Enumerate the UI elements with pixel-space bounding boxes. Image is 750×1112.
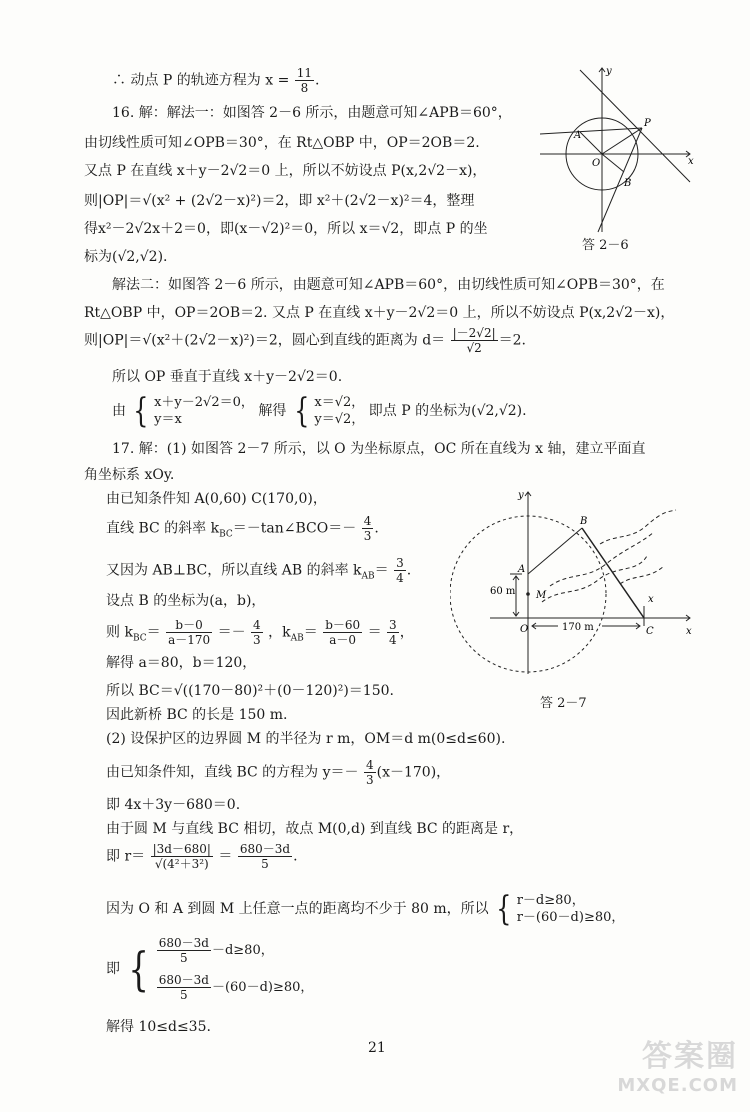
label-p: P — [644, 118, 651, 129]
problem-17-line-8: 解得 a＝80，b＝120， — [106, 655, 257, 671]
fraction: $\frac{680-3d}{5}$ — [239, 842, 291, 871]
fraction: $\frac{|3d-680|}{\text{√(4²＋3²)}}$ — [152, 842, 211, 871]
river-curve-3 — [600, 510, 676, 544]
problem-17-line-9: 所以 BC＝√((170－80)²＋(0－120)²)＝150. — [106, 683, 394, 699]
tangent-pb — [598, 128, 642, 232]
watermark — [617, 1031, 738, 1096]
problem-16-method-2-line-2: Rt△OBP 中，OP＝2OB＝2. 又点 P 在直线 x＋y－2√2＝0 上，所以不妨设点 P(x,2√2－x)， — [84, 305, 675, 321]
label-b: B — [580, 516, 588, 527]
segment-ab — [528, 528, 582, 574]
label-c: C — [646, 626, 654, 637]
river-curve-2 — [550, 532, 654, 586]
problem-17-line-14: 由于圆 M 与直线 BC 相切，故点 M(0,d) 到直线 BC 的距离是 r， — [106, 821, 524, 837]
label-170m: 170 m — [562, 622, 594, 633]
problem-16-method-2-line-4: 所以 OP 垂直于直线 x＋y－2√2＝0. — [112, 369, 343, 385]
figure-2-6 — [540, 62, 700, 234]
problem-16-line-6: 标为(√2,√2). — [84, 249, 168, 265]
fraction: $\frac{|-2√2|}{√2}$ — [452, 326, 496, 355]
fraction: $\frac{b-0}{a-170}$ — [168, 618, 211, 647]
label-x-c: x — [648, 594, 654, 605]
fraction: $\frac{4}{3}$ — [365, 758, 374, 787]
label-m: M — [536, 590, 547, 601]
label-60m: 60 m — [490, 586, 516, 597]
problem-17-line-16: 因为 O 和 A 到圆 M 上任意一点的距离均不少于 80 m，所以 { r－d≥80， r－(60－d)≥80， — [106, 889, 625, 929]
fraction: $\frac{3}{4}$ — [389, 618, 397, 647]
equation-system: { x＝√2， y＝√2， — [294, 391, 365, 431]
figure-2-6-caption: 答 2－6 — [582, 238, 629, 253]
bridge-bc — [582, 528, 644, 618]
segment-ob — [602, 154, 624, 172]
fraction: $\frac{3}{4}$ — [396, 556, 404, 585]
page-number: 21 — [368, 1040, 386, 1056]
label-o: O — [592, 158, 601, 169]
label-b: B — [624, 178, 632, 189]
equation-system: { x＋y－2√2＝0， y＝x — [133, 391, 254, 431]
problem-16-line-3: 又点 P 在直线 x＋y－2√2＝0 上，所以不妨设点 P(x,2√2－x)， — [84, 163, 487, 179]
problem-17-line-10: 因此新桥 BC 的长是 150 m. — [106, 707, 288, 723]
problem-16-line-5: 得x²－2√2x＋2＝0，即(x－√2)²＝0，所以 x＝√2，即点 P 的坐 — [84, 221, 488, 237]
label-y: y — [606, 66, 612, 77]
problem-17-line-5: 又因为 AB⊥BC，所以直线 AB 的斜率 $k_{AB}=$ $\frac{3}{4}$ . — [106, 556, 412, 585]
fraction: $\frac{680-3d}{5}$ — [158, 936, 209, 965]
problem-16-line-2: 由切线性质可知∠OPB＝30°，在 Rt△OBP 中，OP＝2OB＝2. — [84, 135, 480, 151]
label-x-axis: x — [686, 626, 692, 637]
fraction: $\frac{4}{3}$ — [363, 514, 372, 543]
problem-17-line-11: (2) 设保护区的边界圆 M 的半径为 r m，OM＝d m(0≤d≤60). — [106, 731, 506, 747]
fraction: $\frac{4}{3}$ — [253, 618, 261, 647]
problem-17-line-7: 则 $k_{BC}=$ $\frac{b-0}{a-170}$ ＝－ $\frac{4}{3}$ ，$k_{AB}=$ $\frac{b-60}{a-0}$ ＝ $\frac{3}{4}$ ， — [106, 618, 414, 647]
problem-17-line-12: 由已知条件知，直线 BC 的方程为 y＝－ $\frac{4}{3}$ (x－170)， — [106, 758, 451, 787]
problem-17-line-17: 即 { $\frac{680-3d}{5}$ －d≥80， $\frac{680-3d}{5}$ －(60－d)≥80， — [106, 936, 314, 1002]
tangent-pa — [540, 128, 642, 134]
segment-oa — [580, 132, 602, 154]
figure-2-7-caption: 答 2－7 — [540, 696, 587, 711]
equation-system: { $\frac{680-3d}{5}$ －d≥80， $\frac{680-3d}{5}$ －(60－d)≥80， — [128, 936, 314, 1002]
problem-17-line-3: 由已知条件知 A(0,60) C(170,0)， — [106, 491, 327, 507]
equation-system: { r－d≥80， r－(60－d)≥80， — [496, 889, 625, 929]
river-curve-1 — [542, 554, 648, 602]
problem-16-line-4: 则|OP|＝√(x² + (2√2－x)²)＝2，即 x²＋(2√2－x)²＝4，整理 — [84, 193, 475, 209]
line-locus-equation: ∴ 动点 P 的轨迹方程为 x = $\frac{11}{8}$ . — [112, 66, 320, 95]
figure-2-7 — [450, 484, 700, 678]
point-m — [526, 592, 530, 596]
problem-17-line-15: 即 r＝ $\frac{|3d-680|}{\text{√(4²＋3²)}}$ ＝ $\frac{680-3d}{5}$ . — [106, 842, 298, 871]
problem-17-line-6: 设点 B 的坐标为(a，b)， — [106, 593, 266, 609]
problem-17-line-2: 角坐标系 xOy. — [84, 467, 175, 483]
watermark-url: MXQE.COM — [617, 1075, 738, 1096]
watermark-logo: 答案圈 — [642, 1039, 738, 1074]
label-y: y — [518, 490, 524, 501]
fraction: $\frac{b-60}{a-0}$ — [325, 618, 361, 647]
label-x: x — [688, 156, 694, 167]
fraction: $\frac{11}{8}$ — [296, 66, 313, 95]
problem-17-line-13: 即 4x＋3y－680＝0. — [106, 797, 241, 813]
fraction: $\frac{680-3d}{5}$ — [158, 973, 209, 1002]
problem-16-line-1: 16. 解：解法一：如图答 2－6 所示，由题意可知∠APB＝60°， — [112, 105, 512, 121]
label-a: A — [518, 564, 526, 575]
problem-16-method-2-line-3: 则|OP|＝√(x²＋(2√2－x)²)＝2，圆心到直线的距离为 d＝ $\frac{|-2√2|}{√2}$ ＝2. — [84, 326, 526, 355]
problem-17-line-1: 17. 解：(1) 如图答 2－7 所示，以 O 为坐标原点，OC 所在直线为 x 轴，建立平面直 — [112, 441, 646, 457]
problem-17-line-18: 解得 10≤d≤35. — [106, 1019, 211, 1035]
problem-16-method-2-line-5: 由 { x＋y－2√2＝0， y＝x 解得 { x＝√2， y＝√2， 即点 P 的坐标为(√2,√2). — [112, 391, 527, 431]
label-o: O — [520, 624, 529, 635]
problem-17-line-4: 直线 BC 的斜率 $k_{BC}=-\tan\angle BCO=-$ $\frac{4}{3}$ . — [106, 514, 379, 543]
label-a: A — [574, 130, 582, 141]
problem-16-method-2-line-1: 解法二：如图答 2－6 所示，由题意可知∠APB＝60°，由切线性质可知∠OPB＝30°，在 — [112, 277, 665, 293]
